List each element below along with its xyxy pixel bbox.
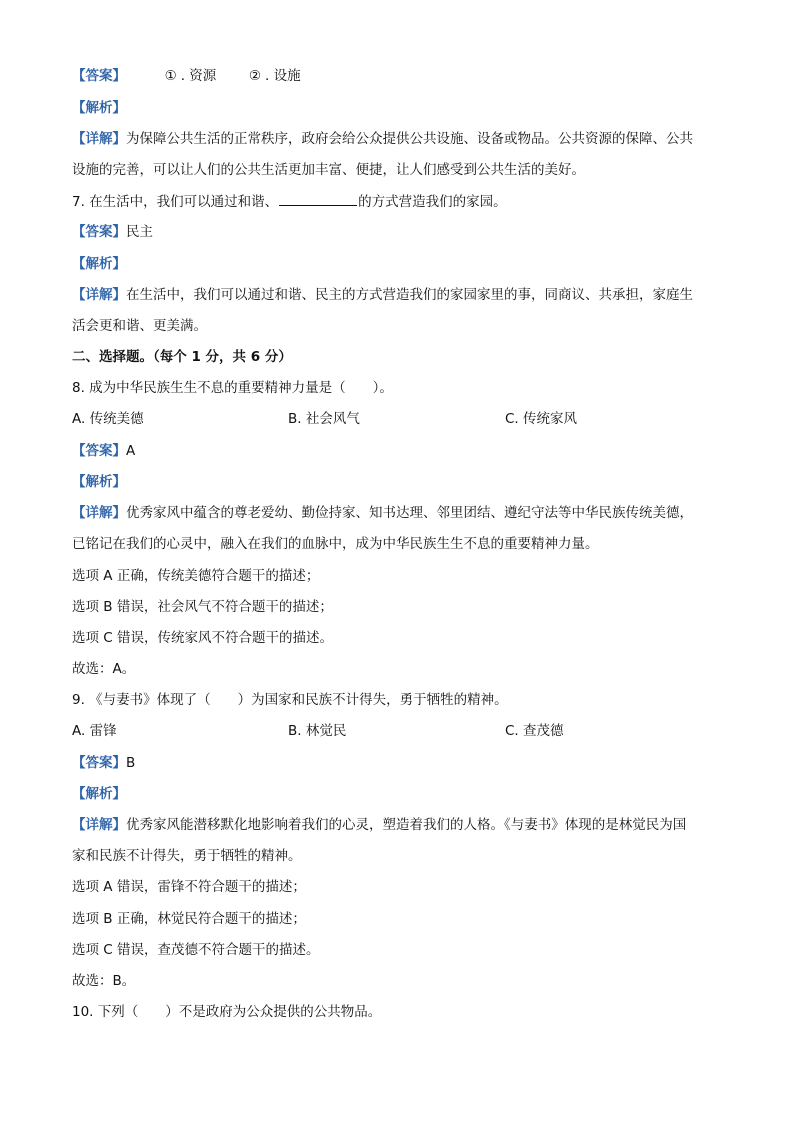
q7-detail-text-1: 在生活中，我们可以通过和谐、民主的方式营造我们的家园家里的事，同商议、共承担，家庭生	[126, 287, 693, 303]
q9-explain-c: 选项 C 错误，查茂德不符合题干的描述。	[72, 942, 320, 958]
q8-option-a: A. 传统美德	[72, 411, 144, 427]
q9-detail-text-1: 优秀家风能潜移默化地影响着我们的心灵，塑造着我们的人格。《与妻书》体现的是林觉民为国	[126, 817, 687, 833]
q6-detail-text-1: 为保障公共生活的正常秩序，政府会给公众提供公共设施、设备或物品。公共资源的保障、公共	[126, 131, 693, 147]
q6-answer-2: . 设施	[265, 68, 301, 84]
q9-stem: 9. 《与妻书》体现了（ ）为国家和民族不计得失，勇于牺牲的精神。	[72, 692, 508, 708]
fill-blank	[279, 191, 357, 206]
q7-answer-line	[72, 222, 722, 242]
q8-detail-text-1: 优秀家风中蕴含的尊老爱幼、勤俭持家、知书达理、邻里团结、遵纪守法等中华民族传统美德，	[126, 505, 693, 521]
q7-detail-text-2: 活会更和谐、更美满。	[72, 318, 207, 334]
q6-detail-line-1	[72, 129, 722, 149]
q8-explain-a: 选项 A 正确，传统美德符合题干的描述；	[72, 568, 320, 584]
q7-analysis-line	[72, 254, 722, 274]
q9-option-b: B. 林觉民	[288, 723, 347, 739]
q9-detail-line-1	[72, 815, 722, 835]
q7-stem-before: 7. 在生活中，我们可以通过和谐、	[72, 194, 279, 210]
q6-analysis-line	[72, 98, 722, 118]
q8-analysis-line	[72, 472, 722, 492]
q7-detail-line-1	[72, 285, 722, 305]
q9-explain-b: 选项 B 正确，林觉民符合题干的描述；	[72, 911, 306, 927]
answer-label: 【答案】	[72, 443, 126, 459]
q8-explain-c: 选项 C 错误，传统家风不符合题干的描述。	[72, 630, 334, 646]
detail-label: 【详解】	[72, 817, 126, 833]
answer-label: 【答案】	[72, 224, 126, 240]
q8-detail-line-2: 已铭记在我们的心灵中，融入在我们的血脉中，成为中华民族生生不息的重要精神力量。	[72, 536, 599, 552]
q9-choose: 故选：B。	[72, 973, 136, 989]
q8-answer-line	[72, 441, 722, 461]
q8-option-b: B. 社会风气	[288, 411, 360, 427]
q8-detail-line-1	[72, 503, 722, 523]
q9-option-c: C. 查茂德	[505, 723, 564, 739]
q8-explain-b: 选项 B 错误，社会风气不符合题干的描述；	[72, 599, 333, 615]
q7-stem	[72, 191, 722, 212]
q9-answer-line	[72, 753, 722, 773]
q8-stem: 8. 成为中华民族生生不息的重要精神力量是（ ）。	[72, 380, 393, 396]
analysis-label: 【解析】	[72, 256, 126, 272]
q9-answer: B	[126, 755, 136, 771]
q7-detail-line-2	[72, 316, 722, 336]
q7-stem-after: 的方式营造我们的家园。	[358, 194, 507, 210]
q9-detail-line-2: 家和民族不计得失，勇于牺牲的精神。	[72, 848, 302, 864]
q9-explain-a: 选项 A 错误，雷锋不符合题干的描述；	[72, 879, 306, 895]
q8-answer: A	[126, 443, 136, 459]
answer-label: 【答案】	[72, 68, 126, 84]
q6-answer-1: . 资源	[180, 68, 217, 84]
q9-analysis-line	[72, 784, 722, 804]
answer-label: 【答案】	[72, 755, 126, 771]
analysis-label: 【解析】	[72, 474, 126, 490]
detail-label: 【详解】	[72, 131, 126, 147]
q6-answer-line	[72, 66, 722, 86]
q10-stem: 10. 下列（ ）不是政府为公众提供的公共物品。	[72, 1004, 382, 1020]
detail-label: 【详解】	[72, 287, 126, 303]
analysis-label: 【解析】	[72, 100, 126, 116]
answer-marker-1: ①	[164, 68, 177, 84]
q7-answer: 民主	[126, 224, 153, 240]
q8-choose: 故选：A。	[72, 661, 136, 677]
q6-detail-line-2	[72, 160, 722, 180]
q6-detail-text-2: 设施的完善，可以让人们的公共生活更加丰富、便捷，让人们感受到公共生活的美好。	[72, 162, 585, 178]
answer-marker-2: ②	[248, 68, 261, 84]
analysis-label: 【解析】	[72, 786, 126, 802]
section-heading: 二、选择题。（每个 1 分，共 6 分）	[72, 349, 292, 365]
detail-label: 【详解】	[72, 505, 126, 521]
q9-option-a: A. 雷锋	[72, 723, 117, 739]
q8-option-c: C. 传统家风	[505, 411, 578, 427]
